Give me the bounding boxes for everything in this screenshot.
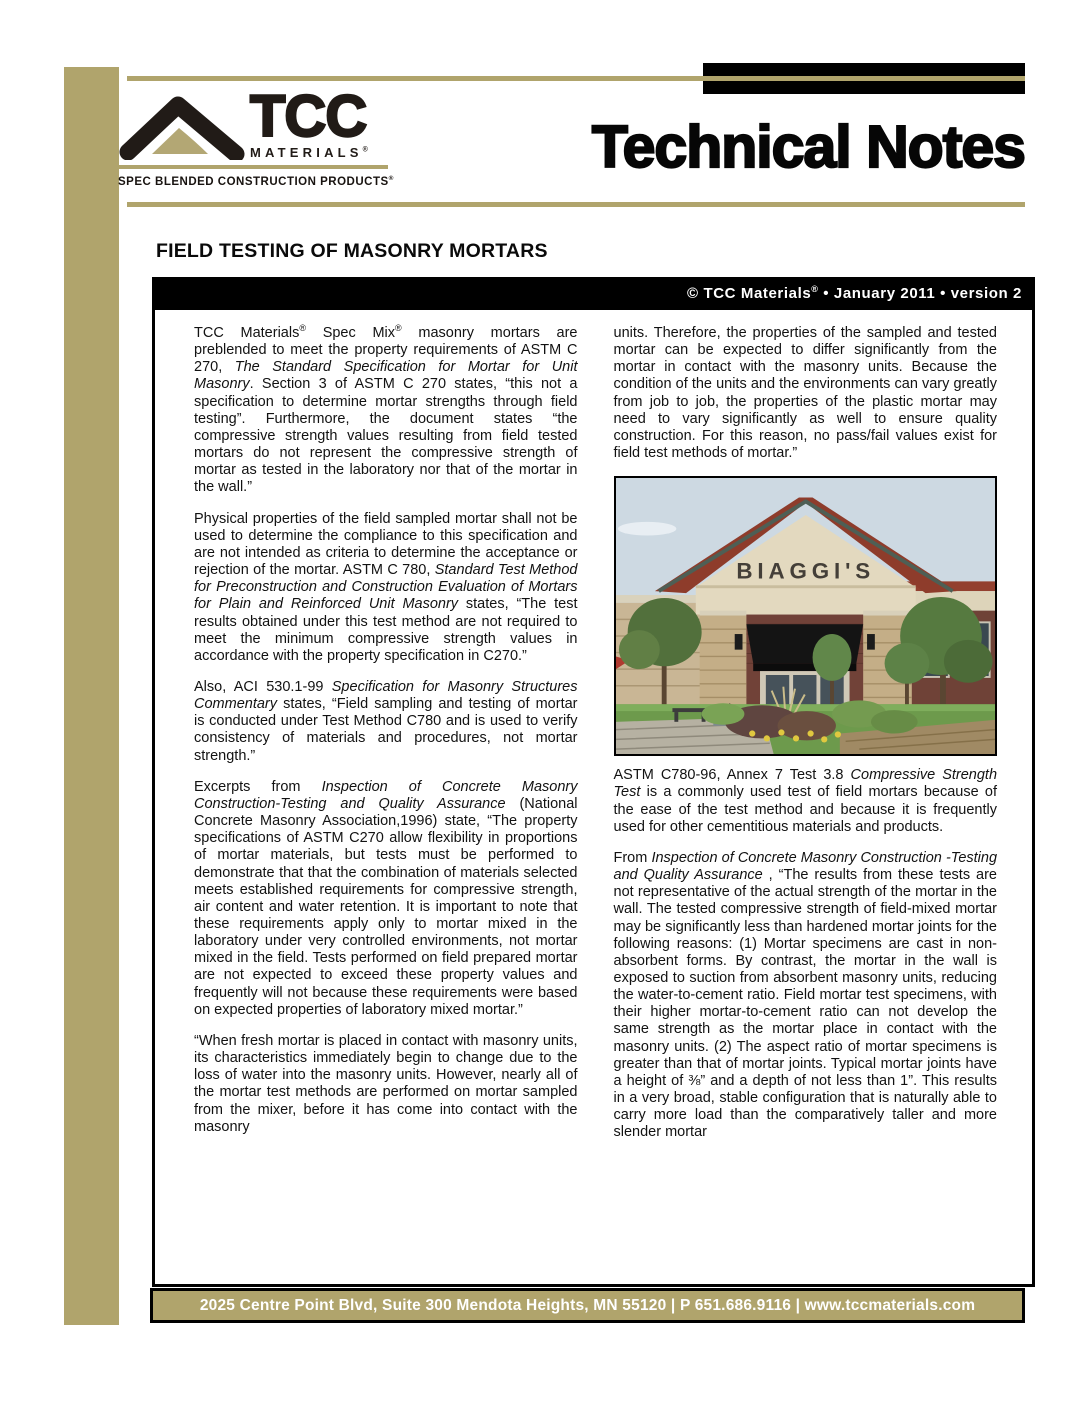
- logo-subbrand-text: MATERIALS: [250, 145, 363, 160]
- paragraph-left-5: “When fresh mortar is placed in contact with masonry units, its characteristics immediately begin to change due to the loss of water into the masonry units. However, nearly all of the mortar test methods are performed on mortar sampled from the mixer, before it has come into contact with the masonry: [194, 1032, 578, 1135]
- logo-tagline: [118, 175, 394, 188]
- header-black-bar-top: [703, 63, 1025, 76]
- registered-mark: ®: [388, 175, 394, 182]
- paragraph-right-3: From Inspection of Concrete Masonry Construction -Testing and Quality Assurance , “The results from these tests are not representative of the actual strength of the mortar in the wall. The tested compressive strength of field-mixed mortar may be significantly less than hardened mortar joints for the following reasons: (1) Mortar specimens are cast in non-absorbent forms. By contrast, the mortar in the wall is exposed to suction from absorbent masonry units, reducing the water-to-cement ratio. Field mortar test specimens, with their higher mortar-to-cement ratio can not develop the same strength as the mortar place in contact with the masonry units. (2) The aspect ratio of mortar specimens is greater than that of mortar joints. Typical mortar joints have a height of ⅜” and a depth of not less than 1”. This results in a very broad, stable configuration that is naturally able to carry more load than the comparatively taller and more slender mortar: [613, 849, 998, 1141]
- mountain-logo-icon: [118, 92, 246, 160]
- paragraph-left-1: TCC Materials® Spec Mix® masonry mortars are preblended to meet the property requirements of ASTM C 270, The Standard Specification for Mortar for Unit Masonry. Section 3 of ASTM C 270 states, “this not a specification to determine mortar strengths through field testing”. Furthermore, the document states “the compressive strength values resulting from field tested mortars do not represent the compressive strength of mortar as tested in the laboratory nor that of the mortar in the wall.”: [194, 323, 578, 496]
- paragraph-right-1: units. Therefore, the properties of the sampled and tested mortar can be expected to differ significantly from the mortar in contact with the masonry units. Because the condition of the units and the environments can vary greatly from job to job, the properties of the plastic mortar may need to vary significantly as well to ensure quality construction. For this reason, no pass/fail values exist for field test methods of mortar.”: [613, 325, 997, 462]
- column-left: [194, 325, 578, 1284]
- content-box: [152, 310, 1035, 1287]
- header-black-bar-bottom: [703, 81, 1025, 94]
- logo-tagline-text: SPEC BLENDED CONSTRUCTION PRODUCTS: [118, 175, 389, 188]
- logo-wordmark: TCC: [250, 84, 367, 149]
- footer-address-text: 2025 Centre Point Blvd, Suite 300 Mendota Heights, MN 55120 | P 651.686.9116 | www.tccmaterials.com: [199, 1296, 976, 1314]
- building-photo: [614, 476, 998, 756]
- left-accent-bar: [64, 67, 119, 1325]
- header-bottom-rule: [127, 202, 1025, 207]
- paragraph-left-2: Physical properties of the field sampled mortar shall not be used to determine the compliance to this specification and are not intended as criteria to determine the acceptance or rejection of the mortar. ASTM C 780, Standard Test Method for Preconstruction and Construction Evaluation of Mortars for Plain and Reinforced Unit Masonry states, “The test results obtained under this test method are not required to meet the minimum compressive strength values in accordance with the property specification in C270.”: [194, 510, 578, 664]
- column-right: [614, 325, 998, 1284]
- photo-sign-text: BIAGGI'S: [735, 558, 875, 584]
- brand-logo: [118, 84, 394, 188]
- paragraph-right-2: ASTM C780-96, Annex 7 Test 3.8 Compressive Strength Test is a commonly used test of field mortars because of the ease of the test method and because it is frequently used for other cementitious materials and products.: [613, 767, 998, 835]
- paragraph-left-3: Also, ACI 530.1-99 Specification for Masonry Structures Commentary states, “Field sampling and testing of mortar is conducted under Test Method C780 and is used to verify consistency of materials and procedures, not mortar strength.”: [194, 678, 578, 764]
- logo-subbrand: [250, 145, 368, 160]
- meta-text: © TCC Materials® • January 2011 • version 2: [687, 284, 1022, 302]
- logo-row: [118, 84, 390, 160]
- paragraph-left-4: Excerpts from Inspection of Concrete Masonry Construction-Testing and Quality Assurance (National Concrete Masonry Association,1996) state, “The property specifications of ASTM C270 allow flexibility in proportions of mortar materials, but tests must be performed to demonstrate that that the combination of materials selected meets established requirements for compressive strength, air content and water retention. It is important to note that these requirements apply only to mortar mixed in the laboratory under very controlled environments, not mortar mixed in the field. Tests performed on field prepared mortar are not expected to exceed these property values and frequently will not because these requirements were based on expected properties of laboratory mixed mortar.”: [194, 778, 578, 1018]
- building-photo-illustration: [616, 478, 996, 754]
- footer-bar: [150, 1288, 1025, 1323]
- registered-mark: ®: [362, 146, 368, 154]
- document-heading: FIELD TESTING OF MASONRY MORTARS: [156, 240, 548, 262]
- logo-text: [250, 84, 368, 160]
- meta-bar: [152, 277, 1035, 310]
- logo-rule: [118, 165, 388, 169]
- page-title: Technical Notes: [591, 114, 1025, 180]
